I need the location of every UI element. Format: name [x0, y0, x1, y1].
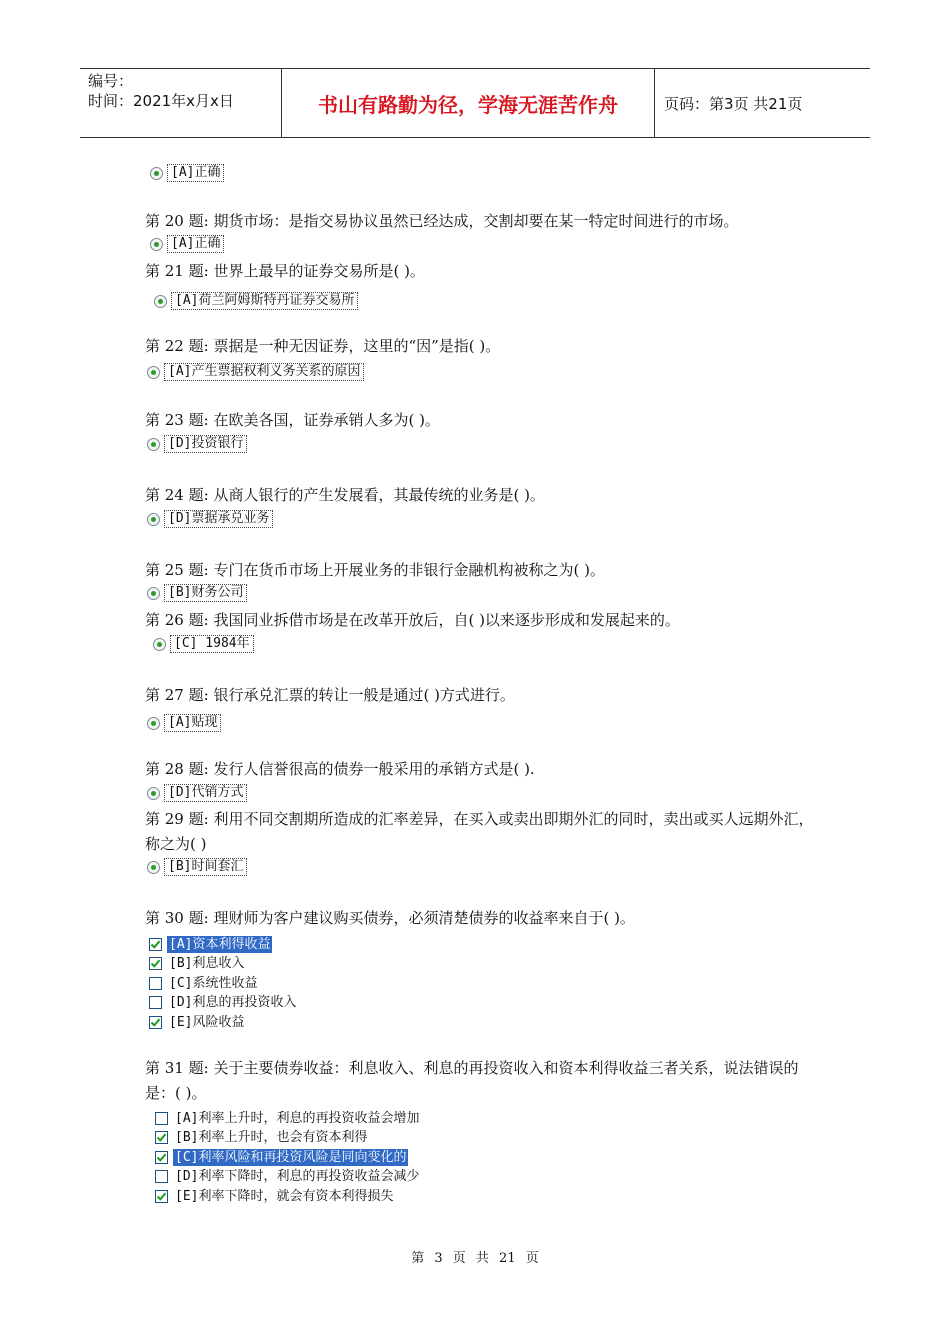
question-text: 第 31 题: 关于主要债券收益：利息收入、利息的再投资收入和资本利得收益三者关系，说法错误的是：( )。 [145, 1059, 799, 1102]
radio-selected-icon[interactable] [147, 587, 160, 600]
checkbox-option[interactable] [149, 994, 298, 1012]
checkbox-label: [C]系统性收益 [169, 975, 258, 991]
checkbox-checked-icon[interactable] [149, 938, 162, 951]
answer-option[interactable] [147, 714, 221, 732]
radio-selected-icon[interactable] [147, 787, 160, 800]
header-meta [88, 71, 234, 111]
checkbox-option[interactable] [155, 1148, 408, 1166]
question-text: 第 20 题: 期货市场：是指交易协议虽然已经达成，交割却要在某一特定时间进行的市场。 [145, 212, 739, 230]
answer-label: [A]贴现 [164, 714, 221, 732]
checkbox-option[interactable] [155, 1187, 395, 1205]
checkbox-label: [B]利息收入 [169, 956, 245, 971]
question-text: 第 28 题: 发行人信誉很高的债券一般采用的承销方式是( ). [145, 760, 535, 778]
radio-selected-icon[interactable] [147, 513, 160, 526]
question-text: 第 25 题: 专门在货币市场上开展业务的非银行金融机构被称之为( )。 [145, 561, 605, 579]
radio-selected-icon[interactable] [147, 366, 160, 379]
radio-selected-icon[interactable] [147, 717, 160, 730]
question-text: 第 22 题: 票据是一种无因证券，这里的“因”是指( )。 [145, 337, 501, 355]
checkbox-label: [D]利息的再投资收入 [169, 995, 297, 1010]
checkbox-option[interactable] [149, 974, 259, 992]
answer-option[interactable] [147, 435, 247, 453]
checkbox-label: [C]利率风险和再投资风险是同向变化的 [175, 1149, 407, 1165]
checkbox-empty-icon[interactable] [149, 977, 162, 990]
checkbox-option[interactable] [155, 1168, 421, 1186]
checkbox-option[interactable] [149, 1013, 246, 1031]
radio-selected-icon[interactable] [150, 167, 163, 180]
page-header [80, 68, 870, 138]
answer-label: [A]正确 [167, 235, 224, 253]
answer-option[interactable] [147, 858, 247, 876]
checkbox-option[interactable] [155, 1109, 421, 1127]
question-text: 第 26 题: 我国同业拆借市场是在改革开放后，自( )以来逐步形成和发展起来的。 [145, 611, 680, 629]
header-page-info: 页码：第3页 共21页 [664, 94, 803, 113]
radio-selected-icon[interactable] [150, 238, 163, 251]
checkbox-label: [D]利率下降时，利息的再投资收益会减少 [175, 1169, 420, 1184]
answer-label: [B]时间套汇 [164, 858, 247, 876]
answer-option[interactable] [147, 584, 247, 602]
checkbox-checked-icon[interactable] [155, 1131, 168, 1144]
question-text: 第 27 题: 银行承兑汇票的转让一般是通过( )方式进行。 [145, 686, 515, 704]
answer-option[interactable] [150, 164, 224, 182]
answer-option[interactable] [147, 510, 273, 528]
checkbox-empty-icon[interactable] [149, 996, 162, 1009]
checkbox-empty-icon[interactable] [155, 1112, 168, 1125]
checkbox-option[interactable] [149, 955, 246, 973]
checkbox-option[interactable] [155, 1129, 369, 1147]
answer-option[interactable] [147, 363, 364, 381]
question-text: 第 29 题: 利用不同交割期所造成的汇率差异，在买入或卖出即期外汇的同时，卖出或买人远期外汇，称之为( ) [145, 810, 814, 853]
time-label: 时间：2021年x月x日 [88, 92, 234, 110]
answer-label: [A]正确 [167, 164, 224, 182]
answer-label: [A]荷兰阿姆斯特丹证券交易所 [171, 292, 358, 310]
question-text: 第 30 题: 理财师为客户建议购买债券，必须清楚债券的收益率来自于( )。 [145, 909, 635, 927]
radio-selected-icon[interactable] [147, 861, 160, 874]
header-divider [654, 69, 655, 137]
question-text: 第 21 题: 世界上最早的证券交易所是( )。 [145, 262, 425, 280]
checkbox-empty-icon[interactable] [155, 1170, 168, 1183]
answer-option[interactable] [154, 292, 358, 310]
answer-label: [D]投资银行 [164, 435, 247, 453]
answer-label: [B]财务公司 [164, 584, 247, 602]
answer-label: [A]产生票据权利义务关系的原因 [164, 363, 364, 381]
checkbox-checked-icon[interactable] [155, 1151, 168, 1164]
header-motto: 书山有路勤为径，学海无涯苦作舟 [318, 92, 618, 117]
answer-label: [D]代销方式 [164, 784, 247, 802]
answer-option[interactable] [147, 784, 247, 802]
radio-selected-icon[interactable] [154, 295, 167, 308]
checkbox-label: [E]利率下降时，就会有资本利得损失 [175, 1188, 394, 1204]
question-text: 第 24 题: 从商人银行的产生发展看，其最传统的业务是( )。 [145, 486, 545, 504]
radio-selected-icon[interactable] [153, 638, 166, 651]
answer-option[interactable] [150, 235, 224, 253]
checkbox-checked-icon[interactable] [149, 957, 162, 970]
checkbox-label: [B]利率上升时，也会有资本利得 [175, 1130, 368, 1145]
answer-label: [C] 1984年 [170, 635, 254, 653]
answer-option[interactable] [153, 635, 254, 653]
checkbox-label: [A]资本利得收益 [169, 936, 271, 952]
checkbox-label: [A]利率上升时，利息的再投资收益会增加 [175, 1110, 420, 1126]
checkbox-checked-icon[interactable] [149, 1016, 162, 1029]
checkbox-option[interactable] [149, 935, 272, 953]
answer-label: [D]票据承兑业务 [164, 510, 273, 528]
checkbox-label: [E]风险收益 [169, 1014, 245, 1030]
number-label: 编号： [88, 72, 134, 90]
radio-selected-icon[interactable] [147, 438, 160, 451]
checkbox-checked-icon[interactable] [155, 1190, 168, 1203]
page-footer: 第 3 页 共 21 页 [411, 1251, 539, 1266]
question-text: 第 23 题: 在欧美各国，证券承销人多为( )。 [145, 411, 440, 429]
